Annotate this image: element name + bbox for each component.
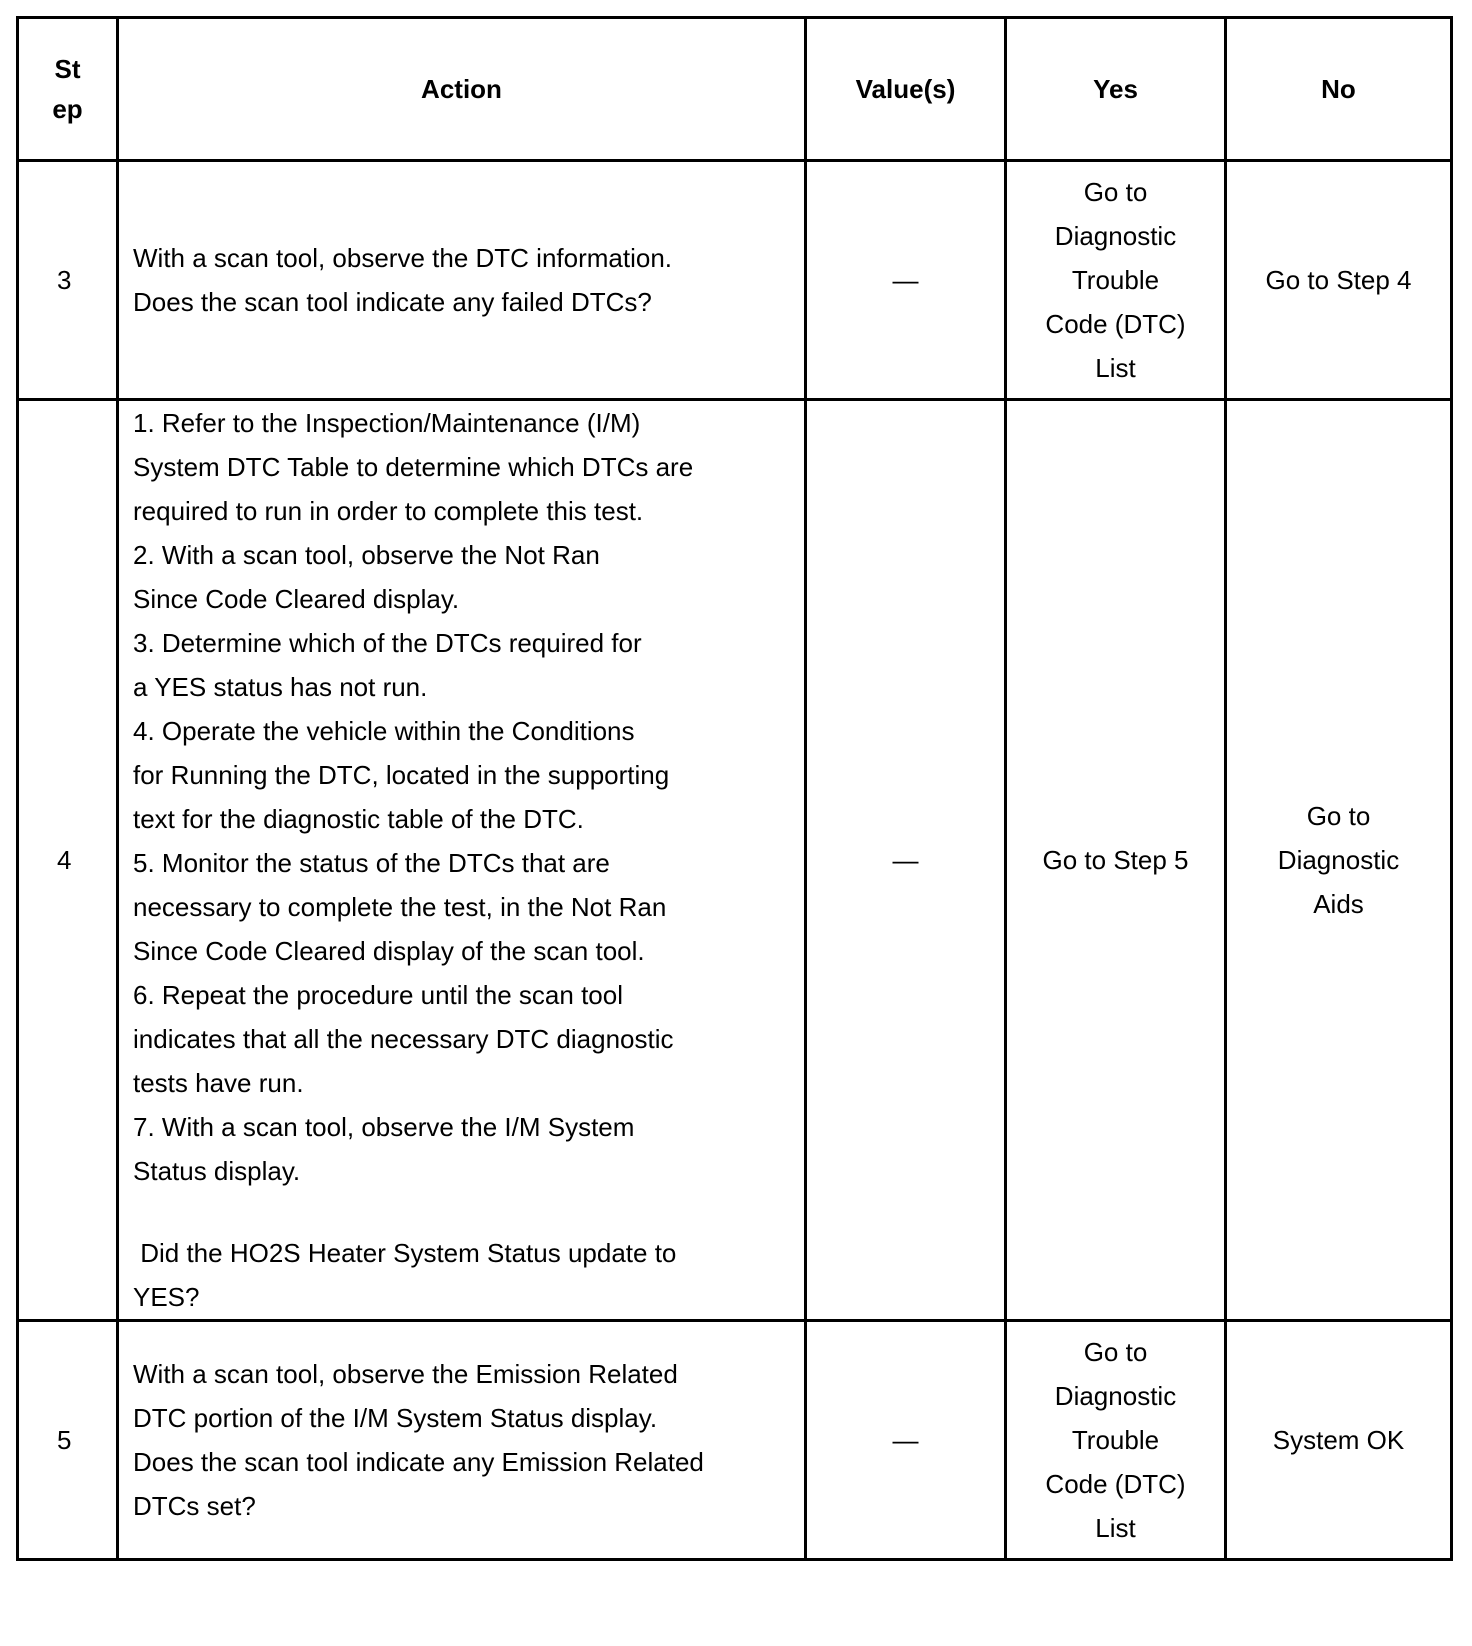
action-line: Status display. [133, 1156, 301, 1186]
yes-line: Go to Step 5 [1042, 845, 1189, 875]
step-number: 3 [57, 265, 72, 295]
action-line: text for the diagnostic table of the DTC. [133, 804, 584, 834]
action-cell [118, 1321, 806, 1560]
action-line: 2. With a scan tool, observe the Not Ran [133, 540, 600, 570]
table-row-step-5 [18, 1321, 1452, 1560]
header-step [18, 18, 118, 161]
action-line: 4. Operate the vehicle within the Conditions [133, 716, 635, 746]
action-line: necessary to complete the test, in the Not Ran [133, 892, 667, 922]
yes-line: Code (DTC) [1045, 1469, 1186, 1499]
table-row-step-4 [18, 400, 1452, 1321]
yes-cell [1006, 161, 1226, 400]
header-no: No [1226, 18, 1452, 161]
action-line: 1. Refer to the Inspection/Maintenance (I/M) [133, 408, 641, 438]
yes-line: Code (DTC) [1045, 309, 1186, 339]
action-line: DTCs set? [133, 1491, 256, 1521]
question-line: Did the HO2S Heater System Status update to [133, 1238, 677, 1268]
header-yes: Yes [1006, 18, 1226, 161]
yes-line: Trouble [1071, 265, 1160, 295]
action-line: DTC portion of the I/M System Status display. [133, 1403, 658, 1433]
step-number: 5 [57, 1425, 72, 1455]
step-cell [18, 400, 118, 1321]
action-line: a YES status has not run. [133, 672, 428, 702]
header-step-line-1: St [54, 54, 81, 84]
value-cell: — [806, 400, 1006, 1321]
step-cell [18, 161, 118, 400]
no-cell [1226, 161, 1452, 400]
no-line: Go to [1306, 801, 1371, 831]
action-line: With a scan tool, observe the DTC information. [133, 243, 673, 273]
spacer [133, 1193, 790, 1231]
question-line: YES? [133, 1282, 200, 1312]
action-line: Since Code Cleared display. [133, 584, 460, 614]
no-cell [1226, 1321, 1452, 1560]
yes-line: List [1095, 1513, 1136, 1543]
yes-cell [1006, 1321, 1226, 1560]
action-line: 7. With a scan tool, observe the I/M System [133, 1112, 635, 1142]
yes-line: List [1095, 353, 1136, 383]
no-line: Diagnostic [1277, 845, 1400, 875]
yes-line: Trouble [1071, 1425, 1160, 1455]
action-line: With a scan tool, observe the Emission Related [133, 1359, 678, 1389]
action-cell [118, 400, 806, 1321]
yes-line: Go to [1083, 177, 1148, 207]
action-line: for Running the DTC, located in the supporting [133, 760, 670, 790]
value-cell: — [806, 1321, 1006, 1560]
yes-line: Diagnostic [1054, 221, 1177, 251]
header-action: Action [118, 18, 806, 161]
no-line: Go to Step 4 [1265, 265, 1412, 295]
action-cell [118, 161, 806, 400]
action-line: required to run in order to complete this test. [133, 496, 644, 526]
action-line: tests have run. [133, 1068, 304, 1098]
yes-line: Go to [1083, 1337, 1148, 1367]
no-line: System OK [1272, 1425, 1405, 1455]
action-line: System DTC Table to determine which DTCs are [133, 452, 694, 482]
header-step-line-2: ep [52, 94, 83, 124]
step-number: 4 [57, 845, 72, 875]
action-line: Does the scan tool indicate any failed DTCs? [133, 287, 652, 317]
no-cell [1226, 400, 1452, 1321]
action-line: Does the scan tool indicate any Emission Related [133, 1447, 704, 1477]
action-line: indicates that all the necessary DTC diagnostic [133, 1024, 674, 1054]
value-cell: — [806, 161, 1006, 400]
diagnostic-table [16, 16, 1453, 1561]
yes-line: Diagnostic [1054, 1381, 1177, 1411]
header-values: Value(s) [806, 18, 1006, 161]
table-row-step-3 [18, 161, 1452, 400]
action-line: 5. Monitor the status of the DTCs that are [133, 848, 610, 878]
header-row [18, 18, 1452, 161]
action-line: Since Code Cleared display of the scan tool. [133, 936, 645, 966]
step-cell [18, 1321, 118, 1560]
action-line: 6. Repeat the procedure until the scan tool [133, 980, 623, 1010]
no-line: Aids [1313, 889, 1364, 919]
yes-cell [1006, 400, 1226, 1321]
action-line: 3. Determine which of the DTCs required for [133, 628, 642, 658]
